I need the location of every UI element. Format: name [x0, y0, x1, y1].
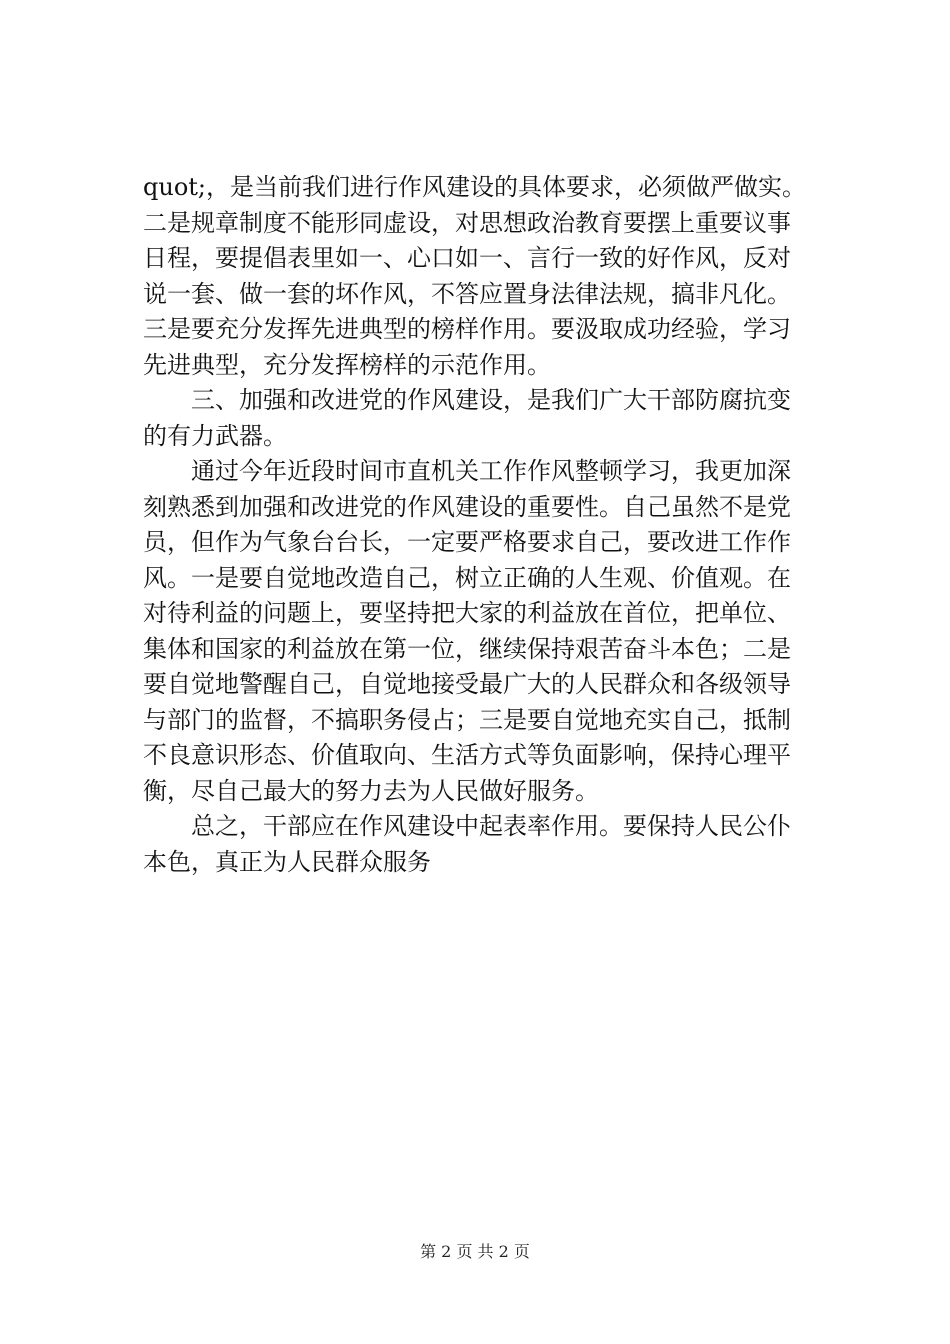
text-line: 不良意识形态、价值取向、生活方式等负面影响，保持心理平: [143, 741, 791, 769]
page-number-label: 第 2 页 共 2 页: [420, 1242, 530, 1261]
text-line: 集体和国家的利益放在第一位，继续保持艰苦奋斗本色；二是: [143, 634, 791, 663]
body-text: [143, 170, 823, 880]
text-line: 本色，真正为人民群众服务: [143, 847, 431, 876]
text-line: 要自觉地警醒自己，自觉地接受最广大的人民群众和各级领导: [143, 670, 791, 698]
text-line: 刻熟悉到加强和改进党的作风建设的重要性。自己虽然不是党: [143, 492, 791, 521]
text-line: 三、加强和改进党的作风建设，是我们广大干部防腐抗变: [143, 386, 791, 414]
text-line: 风。一是要自觉地改造自己，树立正确的人生观、价值观。在: [143, 563, 791, 592]
text-line: 通过今年近段时间市直机关工作作风整顿学习，我更加深: [143, 457, 791, 485]
text-line: 与部门的监督，不搞职务侵占；三是要自觉地充实自己，抵制: [143, 705, 791, 734]
text-line: quot;，是当前我们进行作风建设的具体要求，必须做严做实。: [143, 173, 806, 201]
text-line: 说一套、做一套的坏作风，不答应置身法律法规，搞非凡化。: [143, 279, 791, 308]
text-line: 总之，干部应在作风建设中起表率作用。要保持人民公仆: [143, 812, 791, 840]
page-footer: [0, 1240, 950, 1264]
text-line: 二是规章制度不能形同虚设，对思想政治教育要摆上重要议事: [143, 208, 791, 237]
text-line: 衡，尽自己最大的努力去为人民做好服务。: [143, 776, 599, 805]
text-line: 员，但作为气象台台长，一定要严格要求自己，要改进工作作: [143, 528, 791, 556]
text-line: 先进典型，充分发挥榜样的示范作用。: [143, 350, 551, 379]
text-line: 三是要充分发挥先进典型的榜样作用。要汲取成功经验，学习: [143, 315, 791, 343]
text-line: 日程，要提倡表里如一、心口如一、言行一致的好作风，反对: [143, 244, 791, 272]
text-line: 的有力武器。: [143, 421, 287, 450]
text-line: 对待利益的问题上，要坚持把大家的利益放在首位，把单位、: [143, 599, 791, 627]
